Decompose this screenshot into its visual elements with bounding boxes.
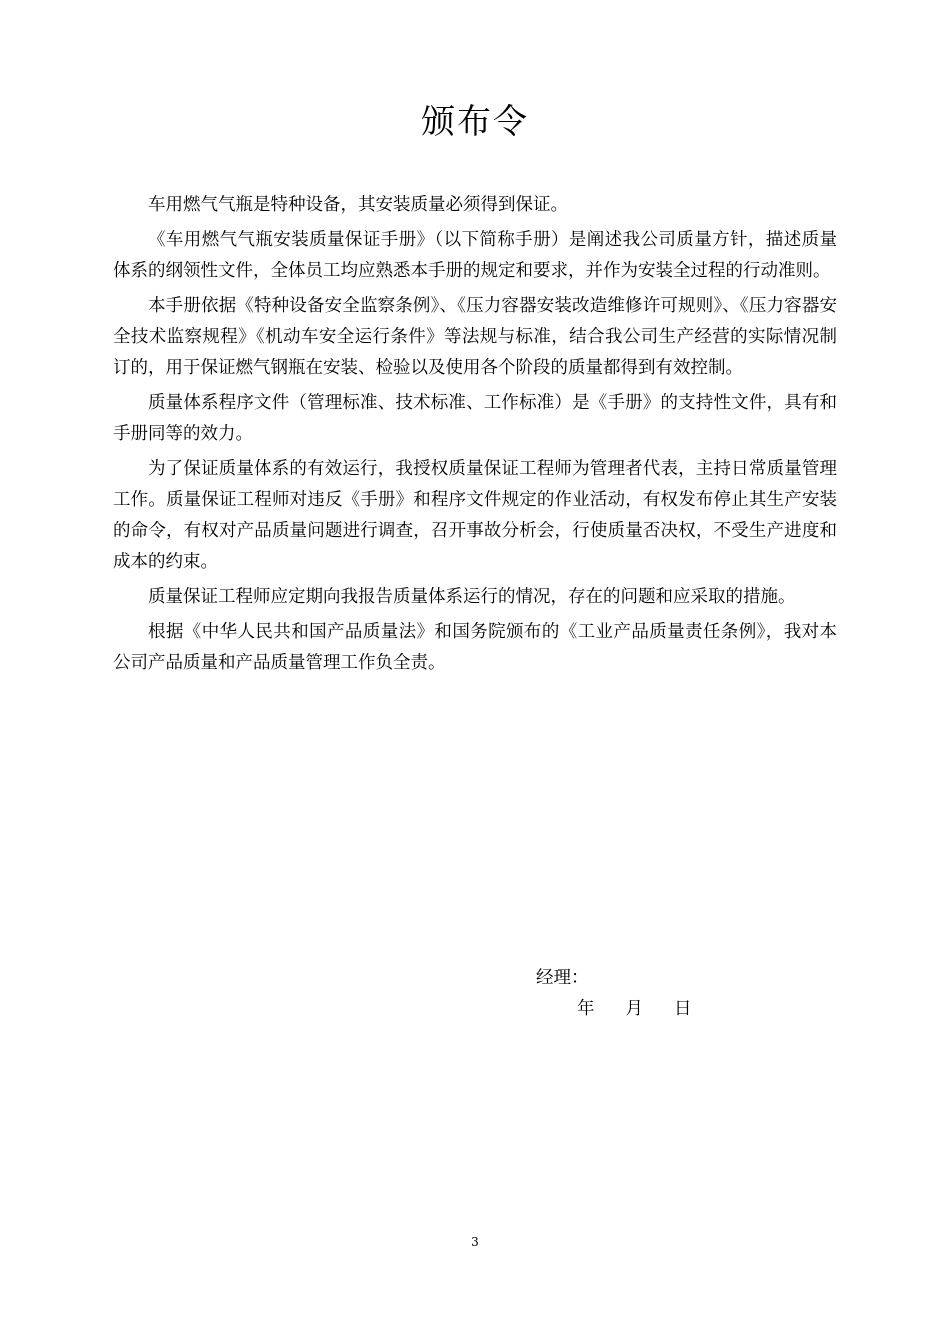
paragraph: 根据《中华人民共和国产品质量法》和国务院颁布的《工业产品质量责任条例》，我对本公司产品质量和产品质量管理工作负全责。	[113, 622, 837, 673]
paragraph: 本手册依据《特种设备安全监察条例》、《压力容器安装改造维修许可规则》、《压力容器安全技术监察规程》《机动车安全运行条件》等法规与标准，结合我公司生产经营的实际情况制订的，用于保证燃气钢瓶在安装、检验以及使用各个阶段的质量都得到有效控制。	[113, 296, 837, 378]
date-year-label: 年	[577, 999, 595, 1019]
page-title: 颁布令	[421, 102, 529, 142]
paragraph: 质量体系程序文件（管理标准、技术标准、工作标准）是《手册》的支持性文件，具有和手册同等的效力。	[113, 393, 837, 444]
page-number: 3	[471, 1235, 479, 1249]
paragraph: 《车用燃气气瓶安装质量保证手册》（以下简称手册）是阐述我公司质量方针，描述质量体系的纲领性文件，全体员工均应熟悉本手册的规定和要求，并作为安装全过程的行动准则。	[113, 230, 837, 281]
date-month-label: 月	[625, 999, 643, 1019]
document-body	[113, 190, 837, 683]
paragraph: 质量保证工程师应定期向我报告质量体系运行的情况，存在的问题和应采取的措施。	[148, 587, 796, 607]
paragraph: 为了保证质量体系的有效运行，我授权质量保证工程师为管理者代表，主持日常质量管理工作。质量保证工程师对违反《手册》和程序文件规定的作业活动，有权发布停止其生产安装的命令，有权对产品质量问题进行调查，召开事故分析会，行使质量否决权，不受生产进度和成本的约束。	[113, 459, 837, 572]
manager-signature-label: 经理：	[536, 968, 589, 988]
date-day-label: 日	[674, 999, 692, 1019]
signature-date	[577, 995, 692, 1023]
paragraph: 车用燃气气瓶是特种设备，其安装质量必须得到保证。	[148, 195, 568, 215]
